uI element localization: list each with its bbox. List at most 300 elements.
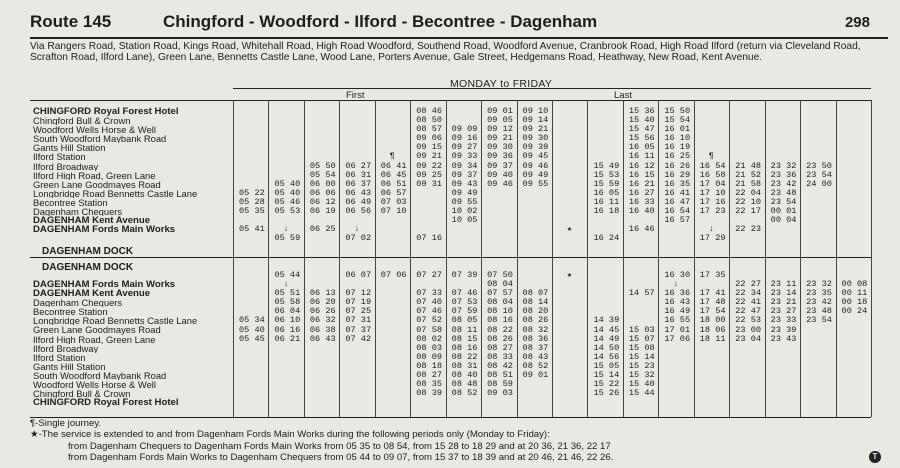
time-cell: 18 06 [699,324,726,335]
stop-name: DAGENHAM Fords Main Works [33,280,176,290]
time-cell: 09 01 [522,370,549,381]
time-cell: 22 34 [735,288,762,299]
time-cell: 06 16 [274,324,301,335]
time-cell [593,280,616,289]
time-cell [842,371,865,380]
time-cell: 09 39 [522,142,549,153]
time-cell [735,344,758,353]
time-cell [629,307,652,316]
time-cell: 08 50 [416,115,443,126]
time-cell: 08 26 [487,333,513,344]
time-cell [593,134,616,143]
time-cell [310,344,333,353]
time-column [842,107,865,243]
time-cell [771,389,794,398]
time-cell: 14 56 [593,351,620,362]
time-cell [771,143,794,152]
stop-name: Chingford Bull & Crown [33,116,131,126]
time-cell: 08 18 [416,360,443,371]
time-cell: 15 40 [628,379,655,390]
time-cell: 07 02 [345,233,372,244]
time-cell: 09 30 [522,133,549,144]
time-column [628,271,655,399]
time-column [841,271,868,398]
time-cell: 21 48 [735,160,762,171]
operator-badge: T [869,451,881,463]
time-column [806,107,832,243]
time-cell: ↓ [283,224,289,235]
time-cell: 09 10 [522,106,549,116]
time-cell [274,344,297,353]
time-cell [558,307,581,316]
time-cell [523,189,546,198]
time-cell: 21 58 [735,178,762,189]
time-cell [345,344,368,353]
column-rule [836,100,837,417]
time-cell: 09 46 [522,160,549,171]
time-cell: 23 00 [735,324,762,335]
time-cell: 00 11 [841,288,868,299]
time-cell: 23 14 [770,288,797,299]
time-cell: 17 23 [699,206,726,217]
time-cell: 17 48 [699,297,726,308]
time-cell [842,171,865,180]
outbound-dock-label: DAGENHAM DOCK [42,246,134,257]
time-cell: 23 42 [806,297,832,308]
time-cell [629,271,652,280]
time-cell: 09 27 [451,142,478,153]
time-cell: 16 55 [664,315,691,326]
time-cell [558,189,581,198]
time-cell [381,125,404,134]
time-cell: 08 46 [416,106,443,116]
column-rule [623,100,624,417]
time-cell [239,371,262,380]
time-cell: 16 41 [664,187,691,198]
time-cell [806,234,829,243]
time-cell [771,116,794,125]
time-cell [806,362,829,371]
time-cell: 17 01 [664,324,691,335]
time-cell [381,344,404,353]
stop-name: South Woodford Maybank Road [33,134,167,144]
time-cell [842,353,865,362]
time-cell: 09 49 [451,187,478,198]
extension-outbound-note: from Dagenham Chequers to Dagenham Fords Main Works from 05 35 to 08 54, from 15 28 to 18 29 and at 20 36, 21 36, 22 17 [68,440,611,452]
time-cell: 15 05 [593,360,620,371]
time-cell [806,125,829,134]
time-cell [558,353,581,362]
time-cell: 09 05 [487,115,513,126]
time-cell [771,134,794,143]
time-cell [558,335,581,344]
time-cell: 16 43 [664,297,691,308]
time-cell: 23 32 [806,279,832,290]
time-cell [274,134,297,143]
column-rule [552,100,553,417]
time-cell: 09 21 [522,124,549,135]
time-cell [806,143,829,152]
stop-name: Ilford Broadway [33,343,99,353]
time-cell [274,162,297,171]
time-cell: 06 19 [309,206,336,217]
time-cell [239,298,262,307]
time-cell [735,134,758,143]
time-cell: 07 52 [416,315,443,326]
time-cell: 06 49 [345,196,372,207]
time-cell: 07 57 [487,288,513,299]
column-rule [446,100,447,417]
time-cell: 16 15 [628,169,655,180]
time-cell [345,143,368,152]
time-cell: 22 04 [735,187,762,198]
time-cell: 00 01 [770,206,797,217]
time-cell: 07 10 [380,206,407,217]
time-cell [345,125,368,134]
time-cell [239,162,262,171]
time-cell [558,125,581,134]
time-cell: 16 54 [699,160,726,171]
time-column [274,270,301,398]
time-cell [345,134,368,143]
time-cell [487,234,510,243]
time-cell [558,152,581,161]
time-cell: 15 07 [628,333,655,344]
time-cell [558,207,581,216]
time-cell [274,107,297,116]
time-cell [310,134,333,143]
time-cell [487,198,510,207]
time-cell [239,362,262,371]
time-cell [842,380,865,389]
time-cell [310,143,333,152]
time-cell: 06 07 [345,270,372,280]
time-cell: 07 27 [416,270,443,280]
time-cell [842,316,865,325]
time-cell: 08 14 [522,297,549,308]
time-cell [593,289,616,298]
time-cell: 09 49 [522,169,549,180]
time-cell: 09 55 [522,178,549,189]
time-cell: 06 25 [309,224,336,235]
time-cell [274,152,297,161]
time-cell: 07 40 [416,297,443,308]
time-cell: 08 42 [487,360,513,371]
time-cell [274,116,297,125]
time-column [239,271,265,398]
time-cell [558,298,581,307]
time-cell: 05 45 [239,333,265,344]
time-cell [310,107,333,116]
time-cell: 07 53 [451,297,478,308]
time-cell: 22 53 [735,315,762,326]
time-cell: 16 18 [593,206,620,217]
time-cell [735,116,758,125]
time-cell: 16 30 [664,270,691,280]
stop-name: Green Lane Goodmayes Road [33,179,161,189]
time-cell: 16 49 [664,306,691,317]
time-cell [558,289,581,298]
time-column [416,106,443,244]
time-cell: 06 26 [309,306,336,317]
column-rule [658,100,659,417]
time-cell: 21 52 [735,169,762,180]
time-cell [842,216,865,225]
time-cell: 22 17 [735,206,762,217]
time-cell [842,362,865,371]
time-column [593,107,620,244]
time-cell [239,143,262,152]
time-column [770,271,797,398]
time-cell: 22 47 [735,306,762,317]
column-rule [268,100,269,417]
time-cell: 17 29 [699,233,726,244]
column-rule [481,100,482,417]
time-cell [452,234,475,243]
time-cell: 05 40 [274,187,301,198]
stop-name: Becontree Station [33,307,108,317]
time-cell [381,280,404,289]
time-cell: 09 01 [487,106,513,116]
time-cell [310,125,333,134]
stop-name: Becontree Station [33,197,108,208]
time-cell [593,125,616,134]
time-cell: 06 13 [309,288,336,299]
time-cell: 05 59 [274,233,301,244]
time-cell: 16 36 [664,288,691,299]
time-cell: 06 37 [345,178,372,189]
time-cell [239,353,262,362]
time-cell [310,353,333,362]
time-cell: 09 21 [487,133,513,144]
time-cell [771,380,794,389]
time-cell [842,180,865,189]
time-cell [381,289,404,298]
time-cell: 15 03 [628,324,655,335]
time-cell: 08 40 [451,370,478,381]
time-column [451,270,478,399]
time-cell: 06 38 [309,324,336,335]
time-column [593,271,620,399]
time-cell: 07 58 [416,324,443,335]
time-cell: 09 25 [416,169,443,180]
time-cell [806,353,829,362]
time-cell: 15 50 [664,106,691,116]
time-cell: 06 43 [345,187,372,198]
time-cell [239,389,262,398]
time-cell: 08 27 [416,370,443,381]
time-cell: 08 43 [522,351,549,362]
stop-name: DAGENHAM Kent Avenue [33,216,151,226]
header-rule [30,37,888,39]
time-cell: 09 31 [416,178,443,189]
time-cell: 05 22 [239,187,265,198]
time-cell [452,225,475,234]
time-cell: 09 15 [416,142,443,153]
time-cell [523,207,546,216]
time-cell [664,371,687,380]
time-cell [558,316,581,325]
time-cell: 16 46 [628,224,655,235]
time-cell [700,116,723,125]
column-rule [375,100,376,417]
time-cell: 15 44 [628,388,655,399]
time-cell [593,107,616,116]
time-cell: 05 40 [274,178,301,189]
time-cell: 17 04 [699,178,726,189]
time-cell [806,116,829,125]
time-cell: 06 27 [345,160,372,171]
time-cell [806,107,829,116]
time-cell [735,362,758,371]
time-column [664,270,691,398]
time-cell [842,152,865,161]
time-cell [806,134,829,143]
time-cell: 05 40 [239,324,265,335]
time-cell: 10 05 [451,215,478,226]
time-cell [523,389,546,398]
time-cell [310,380,333,389]
time-cell: 17 06 [664,333,691,344]
time-cell [381,316,404,325]
stop-name: Gants Hill Station [33,361,106,371]
column-rule [517,100,518,417]
time-column [735,107,762,243]
time-cell: 08 27 [487,342,513,353]
time-cell [452,107,475,116]
time-cell [416,216,439,225]
time-cell [700,134,723,143]
time-cell [700,125,723,134]
time-cell [558,371,581,380]
time-cell [381,225,404,234]
time-column [380,270,407,398]
time-cell: 08 07 [522,288,549,299]
time-cell [310,389,333,398]
time-cell: 14 57 [628,288,655,299]
stop-name: DAGENHAM Fords Main Works [33,225,176,235]
time-cell [593,271,616,280]
time-column [806,271,832,398]
time-cell [558,134,581,143]
time-cell [629,298,652,307]
time-cell: 15 23 [628,360,655,371]
time-cell [558,198,581,207]
time-cell: 05 41 [239,224,265,235]
time-cell: ★ [566,270,573,280]
time-cell: 06 00 [309,178,336,189]
time-cell [487,216,510,225]
time-cell [239,171,262,180]
time-cell [381,107,404,116]
time-cell [523,225,546,234]
time-cell [842,389,865,398]
time-cell: 23 42 [770,178,797,189]
time-cell [487,225,510,234]
time-cell: 08 09 [416,351,443,362]
time-cell [806,216,829,225]
time-cell: 08 31 [451,360,478,371]
time-column [487,106,513,243]
column-rule [765,100,766,417]
time-cell [274,353,297,362]
time-cell: 09 12 [487,124,513,135]
time-cell [842,225,865,234]
time-cell: 23 27 [770,306,797,317]
time-cell: 16 12 [628,160,655,171]
time-cell: 07 59 [451,306,478,317]
time-cell [593,298,616,307]
time-column [558,271,581,398]
time-cell: 16 10 [664,133,691,144]
time-cell [239,280,262,289]
time-cell [700,380,723,389]
time-cell [842,198,865,207]
time-cell: 16 25 [664,151,691,162]
stop-name: Dagenham Chequers [33,207,123,217]
time-column [380,107,407,243]
time-cell [558,234,581,243]
time-cell: 10 02 [451,206,478,217]
time-cell: 15 54 [664,115,691,126]
first-label: First [346,90,365,101]
time-cell [381,307,404,316]
time-cell [842,107,865,116]
time-cell: 24 00 [806,178,832,189]
time-cell: 16 11 [628,151,655,162]
time-cell: 08 04 [487,279,513,290]
time-cell: 15 14 [593,370,620,381]
time-cell: 22 10 [735,196,762,207]
route-number: Route 145 [30,12,112,31]
time-cell: 23 35 [806,288,832,299]
time-cell [842,189,865,198]
time-cell [558,143,581,152]
time-column [522,106,549,243]
time-cell: 23 48 [770,187,797,198]
time-cell: 06 43 [309,333,336,344]
inbound-stop-list [33,280,233,407]
time-cell: 16 57 [664,215,691,226]
time-cell [771,371,794,380]
time-cell [842,143,865,152]
time-column [522,271,549,398]
time-cell: 08 37 [522,342,549,353]
time-cell: 08 51 [487,370,513,381]
time-cell: 07 46 [416,306,443,317]
time-cell: 15 26 [593,388,620,399]
header [30,12,888,36]
time-cell: 07 06 [380,270,407,280]
time-cell: 00 04 [770,215,797,226]
time-cell [345,116,368,125]
time-cell: 09 14 [522,115,549,126]
time-column [451,107,478,243]
time-cell: 15 08 [628,342,655,353]
time-cell [274,371,297,380]
inbound-dock-label: DAGENHAM DOCK [42,262,134,273]
time-cell: 08 26 [522,315,549,326]
time-cell [381,298,404,307]
time-cell: 23 39 [770,324,797,335]
time-cell: 23 04 [735,333,762,344]
time-cell [593,143,616,152]
time-cell: 22 27 [735,279,762,290]
stop-name: South Woodford Maybank Road [33,370,167,381]
time-column [345,270,372,398]
time-cell: 08 22 [487,324,513,335]
time-cell: 06 12 [309,196,336,207]
